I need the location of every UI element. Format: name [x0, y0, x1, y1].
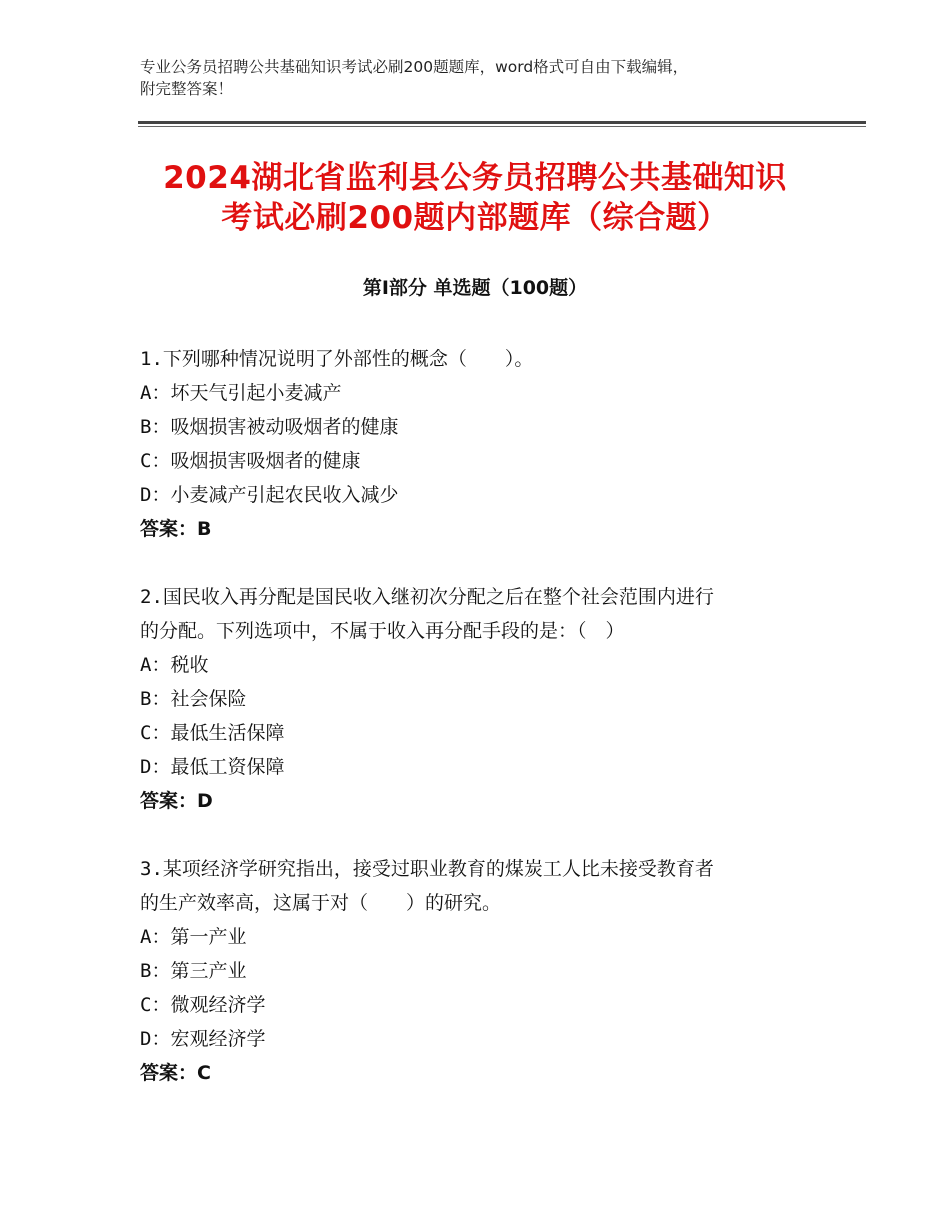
- question-stem-line-2: 的生产效率高，这属于对（ ）的研究。: [140, 892, 502, 914]
- header-divider-thin: [138, 126, 866, 127]
- header-note: [140, 56, 840, 100]
- header-note-line-1: 专业公务员招聘公共基础知识考试必刷200题题库，word格式可自由下载编辑，: [140, 58, 689, 76]
- option-b: B：社会保险: [140, 688, 247, 710]
- option-c: C：吸烟损害吸烟者的健康: [140, 450, 361, 472]
- document-title-line-2: 考试必刷200题内部题库（综合题）: [221, 200, 729, 236]
- answer: 答案：D: [140, 790, 213, 812]
- header-note-line-2: 附完整答案！: [140, 80, 234, 98]
- option-a: A：第一产业: [140, 926, 247, 948]
- answer: 答案：B: [140, 518, 212, 540]
- option-d: D：小麦减产引起农民收入减少: [140, 484, 399, 506]
- answer: 答案：C: [140, 1062, 211, 1084]
- question-list: [140, 342, 820, 1124]
- question-stem: 1.下列哪种情况说明了外部性的概念（ ）。: [140, 348, 534, 370]
- question-stem-line-2: 的分配。下列选项中，不属于收入再分配手段的是：（ ）: [140, 620, 625, 642]
- document-title-line-1: 2024湖北省监利县公务员招聘公共基础知识: [163, 160, 787, 196]
- header-divider-thick: [138, 121, 866, 124]
- question-1: [140, 342, 820, 546]
- question-3: [140, 852, 820, 1090]
- question-stem-line-1: 3.某项经济学研究指出，接受过职业教育的煤炭工人比未接受教育者: [140, 858, 714, 880]
- question-2: [140, 580, 820, 818]
- option-a: A：税收: [140, 654, 209, 676]
- option-c: C：最低生活保障: [140, 722, 285, 744]
- option-d: D：最低工资保障: [140, 756, 285, 778]
- section-title: 第Ⅰ部分 单选题（100题）: [362, 277, 588, 299]
- option-b: B：吸烟损害被动吸烟者的健康: [140, 416, 399, 438]
- document-title: [100, 158, 850, 238]
- option-a: A：坏天气引起小麦减产: [140, 382, 342, 404]
- option-d: D：宏观经济学: [140, 1028, 266, 1050]
- option-c: C：微观经济学: [140, 994, 266, 1016]
- option-b: B：第三产业: [140, 960, 247, 982]
- question-stem-line-1: 2.国民收入再分配是国民收入继初次分配之后在整个社会范围内进行: [140, 586, 714, 608]
